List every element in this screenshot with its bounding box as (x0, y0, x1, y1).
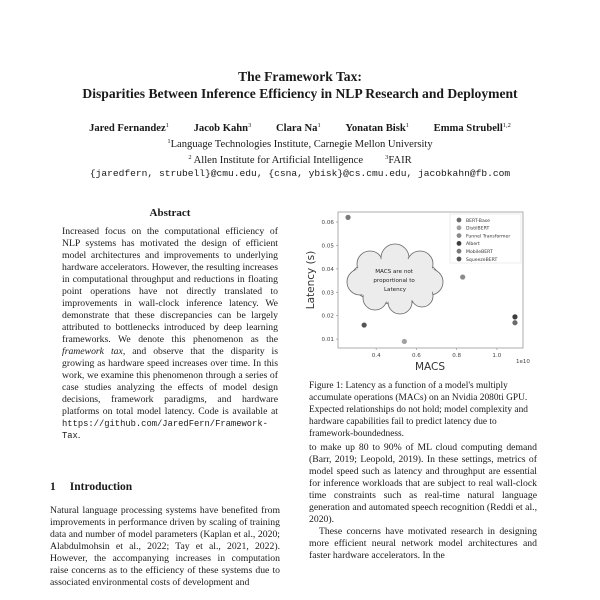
data-point-bert-base (512, 320, 517, 325)
abstract-body: Increased focus on the computational efficiency of NLP systems has motivated the design of efficient model architectures and improvements to underlying hardware accelerators. However, the resulting increases in computational throughput and reductions in floating point operations have not directly translated to improvements in wall-clock inference latency. We demonstrate that these discrepancies can be largely attributed to bottlenecks introduced by deep learning frameworks. We denote this phenomenon as the framework tax, and observe that the disparity is growing as hardware speed increases over time. In this work, we examine this phenomenon through a series of case studies analyzing the effects of model design decisions, framework paradigms, and hardware platforms on total model latency. Code is available at https://github.com/JaredFern/Framework-Tax. (62, 226, 279, 441)
author-emails: {jaredfern, strubell}@cmu.edu, {csna, ybisk}@cs.cmu.edu, jacobkahn@fb.com (89, 168, 511, 179)
framework-tax-term: framework tax (62, 346, 123, 357)
legend-marker (457, 257, 462, 262)
legend-label: DistilBERT (466, 226, 490, 232)
legend-label: SqueezeBERT (466, 257, 498, 263)
data-point-distilbert (402, 339, 407, 344)
y-tick-label: 0.01 (321, 337, 334, 344)
legend-marker (457, 225, 462, 230)
legend-label: MobileBERT (466, 250, 493, 255)
author: Jacob Kahn$^3$ (193, 122, 252, 134)
x-tick-label: 1.0 (492, 353, 502, 359)
paper-title (0, 68, 600, 102)
introduction-body: Natural language processing systems have benefited from improvements in performance driven by scaling of training data and number of model parameters (Kaplan et al., 2020; Alabdulmohsin et al., 2022; Tay et al., 2021, 2022). However, the accompanying increases in computation raise concerns as to the efficiency of these systems due to associated environmental costs of development and (50, 505, 280, 588)
y-tick-label: 0.06 (321, 220, 334, 227)
author: Jared Fernandez$^1$ (89, 122, 169, 134)
author: Yonatan Bisk$^1$ (345, 122, 409, 134)
affiliation-1: $^1$Language Technologies Institute, Carnegie Mellon University (167, 138, 433, 150)
author: Clara Na$^1$ (275, 122, 321, 134)
annotation-cloud (347, 244, 443, 314)
section-heading-introduction: 1 Introduction (50, 481, 133, 493)
author-block (0, 119, 600, 180)
x-axis-multiplier: 1e10 (516, 359, 530, 365)
x-tick-label: 0.6 (411, 353, 421, 359)
title-line-2: Disparities Between Inference Efficiency in NLP Research and Deployment (82, 86, 518, 101)
data-point-mobilebert (345, 215, 350, 220)
y-tick-label: 0.02 (321, 313, 334, 320)
title-line-1: The Framework Tax: (238, 69, 362, 84)
legend-label: BERT-Base (466, 218, 490, 224)
latency-vs-macs-scatter (300, 200, 550, 375)
author: Emma Strubell$^{1,2}$ (433, 122, 511, 134)
y-tick-label: 0.03 (321, 290, 334, 297)
chart-legend (450, 214, 521, 263)
legend-marker (457, 233, 462, 238)
abstract-heading: Abstract (149, 207, 191, 219)
data-point-funnel-transformer (460, 274, 465, 279)
code-link[interactable]: https://github.com/JaredFern/Framework-Tax (62, 419, 268, 441)
right-column-body (309, 442, 537, 562)
x-tick-label: 0.8 (452, 353, 462, 359)
author-list (0, 119, 600, 135)
y-tick-label: 0.04 (321, 266, 334, 273)
legend-marker (457, 241, 462, 246)
x-tick-label: 0.4 (371, 353, 381, 359)
x-axis-label: MACS (414, 361, 446, 373)
annotation-line: Latency (383, 287, 407, 293)
paragraph: to make up 80 to 90% of ML cloud computing demand (Barr, 2019; Leopold, 2019). In these settings, metrics of model speed such as latency and throughput are essential for inference workloads that are subject to real wall-clock time constraints such as real-time natural language generation and automated speech recognition (Reddi et al., 2020). (309, 442, 537, 525)
data-point-squeezebert (362, 322, 367, 327)
paragraph: These concerns have motivated research in designing more efficient neural network model architectures and faster hardware accelerators. In the (309, 526, 537, 561)
affiliation-2-3: $^2$ Allen Institute for Artificial Intelligence $^3$FAIR (188, 154, 412, 166)
annotation-line: MACS are not (375, 269, 413, 275)
y-axis-label: Latency (s) (305, 250, 317, 310)
legend-marker (457, 249, 462, 254)
data-point-albert (512, 314, 517, 319)
legend-label: Funnel Transformer (466, 234, 511, 240)
figure-1-caption: Figure 1: Latency as a function of a model's multiply accumulate operations (MACs) on an Nvidia 2080ti GPU. Expected relationships do not hold; model complexity and hardware capabilities fail to predict latency due to framework-boundedness. (309, 381, 528, 439)
legend-label: Albert (466, 242, 480, 248)
y-tick-label: 0.05 (321, 243, 334, 250)
annotation-line: proportional to (373, 278, 415, 284)
legend-marker (457, 218, 462, 223)
